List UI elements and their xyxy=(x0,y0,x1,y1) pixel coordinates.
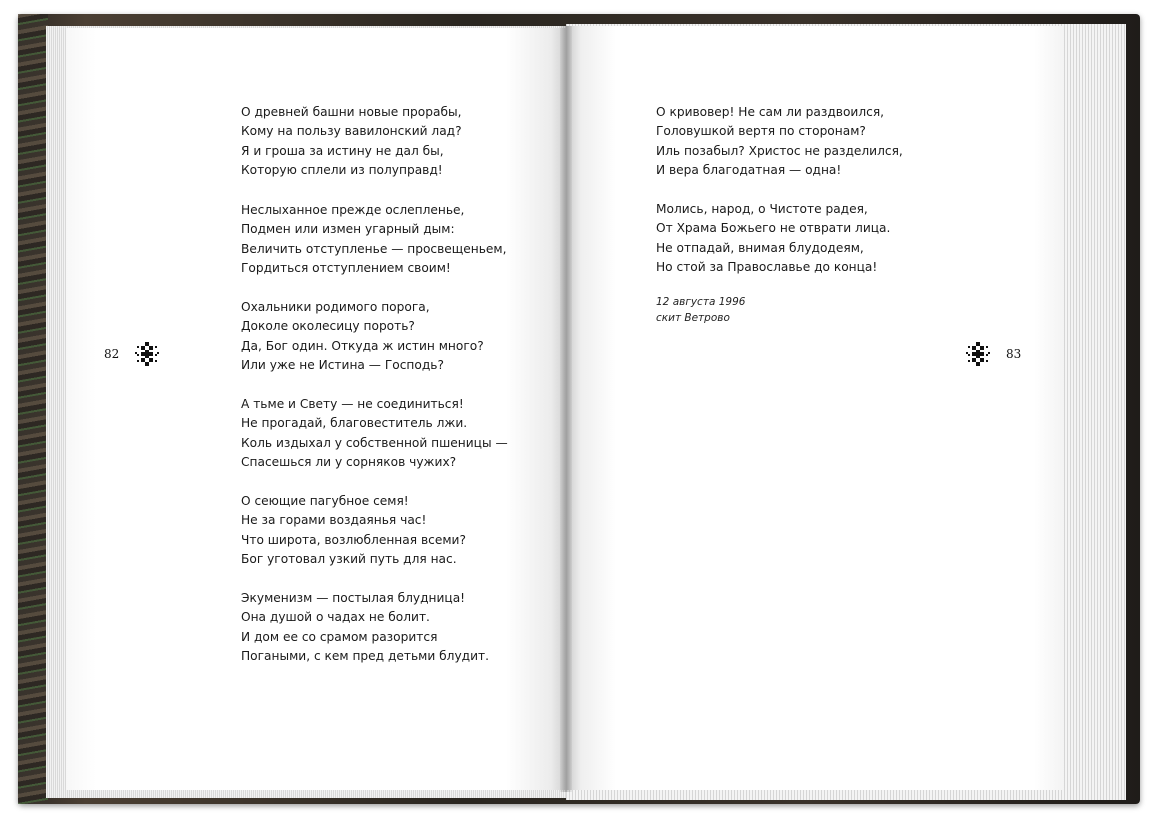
poem-line: О сеющие пагубное семя! xyxy=(241,494,409,508)
poem-line: Но стой за Православье до конца! xyxy=(656,260,878,275)
poem-line: Которую сплели из полуправд! xyxy=(241,163,443,178)
poem-line: Гордиться отступлением своим! xyxy=(241,261,451,276)
page-number-left: 82 xyxy=(104,347,120,361)
poem-line: Или уже не Истина — Господь? xyxy=(241,358,444,373)
signature-place: скит Ветрово xyxy=(656,312,730,324)
poem-line: Доколе околесицу пороть? xyxy=(241,319,415,334)
poem-line: Молись, народ, о Чистоте радея, xyxy=(656,202,868,216)
poem-line: Кому на пользу вавилонский лад? xyxy=(241,124,462,139)
poem-signature xyxy=(656,294,745,326)
book-gutter xyxy=(560,26,572,792)
poem-line: Величить отступленье — просвещеньем, xyxy=(241,241,507,256)
poem-line: Иль позабыл? Христос не разделился, xyxy=(656,143,903,158)
poem-line: Спасешься ли у сорняков чужих? xyxy=(241,455,457,470)
cover-edge-texture xyxy=(18,14,48,804)
poem-line: Не отпадай, внимая блудодеям, xyxy=(656,240,864,255)
poem-line: От Храма Божьего не отврати лица. xyxy=(656,221,891,236)
poem-line: А тьме и Свету — не соединиться! xyxy=(241,397,464,411)
page-number-right: 83 xyxy=(1006,347,1022,361)
poem-line: Охальники родимого порога, xyxy=(241,300,430,314)
poem-line: Что широта, возлюбленная всеми? xyxy=(241,532,466,547)
cross-stitch-ornament-icon xyxy=(964,340,992,368)
poem-line: И дом ее со срамом разорится xyxy=(241,629,438,644)
poem-line: Неслыханное прежде ослепленье, xyxy=(241,203,465,217)
cross-stitch-ornament-icon xyxy=(133,340,161,368)
poem-line: Погаными, с кем пред детьми блудит. xyxy=(241,649,489,664)
poem-line: И вера благодатная — одна! xyxy=(656,163,842,178)
poem-line: Подмен или измен угарный дым: xyxy=(241,222,455,237)
left-stanza-5 xyxy=(241,492,466,570)
left-stanza-4 xyxy=(241,395,508,473)
poem-line: О кривовер! Не сам ли раздвоился, xyxy=(656,105,885,119)
poem-line: О древней башни новые прорабы, xyxy=(241,105,462,119)
poem-line: Не прогадай, благовеститель лжи. xyxy=(241,416,468,431)
poem-line: Экуменизм — постылая блудница! xyxy=(241,591,466,605)
right-stanza-2 xyxy=(656,200,890,278)
left-stanza-6 xyxy=(241,589,489,667)
right-stanza-1 xyxy=(656,103,903,181)
poem-line: Бог уготовал узкий путь для нас. xyxy=(241,552,457,567)
poem-line: Коль издыхал у собственной пшеницы — xyxy=(241,435,508,450)
left-stanza-2 xyxy=(241,201,507,279)
poem-line: Я и гроша за истину не дал бы, xyxy=(241,143,444,158)
left-stanza-3 xyxy=(241,298,484,376)
poem-line: Она душой о чадах не болит. xyxy=(241,610,430,625)
poem-line: Головушкой вертя по сторонам? xyxy=(656,124,866,139)
left-stanza-1 xyxy=(241,103,462,181)
poem-line: Да, Бог один. Откуда ж истин много? xyxy=(241,338,484,353)
signature-date: 12 августа 1996 xyxy=(656,296,746,308)
poem-line: Не за горами воздаянья час! xyxy=(241,513,427,528)
